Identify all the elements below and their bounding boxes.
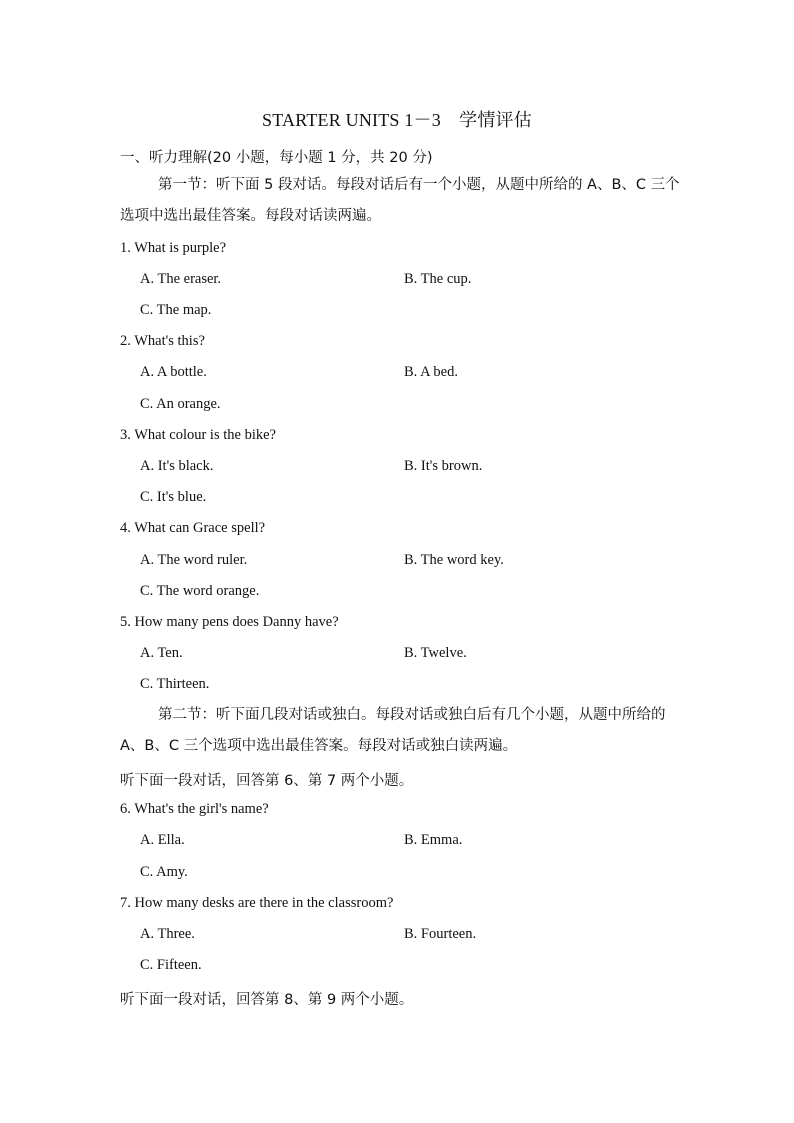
q5-option-c: C. Thirteen.: [140, 676, 210, 692]
section1-label: 第一节：: [158, 177, 216, 193]
q6-option-a: A. Ella.: [140, 832, 185, 848]
q5-option-b: B. Twelve.: [404, 645, 467, 661]
question-4: 4. What can Grace spell?: [120, 520, 266, 536]
page-title: STARTER UNITS 1－3 学情评估: [262, 110, 532, 130]
section1-instruction: [120, 170, 680, 232]
question-5: 5. How many pens does Danny have?: [120, 614, 339, 630]
q3-option-c: C. It's blue.: [140, 489, 207, 505]
q1-option-a: A. The eraser.: [140, 271, 222, 287]
question-2: 2. What's this?: [120, 333, 205, 349]
dialog1-intro: 听下面一段对话，回答第 6、第 7 两个小题。: [120, 773, 414, 789]
q4-option-a: A. The word ruler.: [140, 552, 248, 568]
question-1: 1. What is purple?: [120, 240, 227, 256]
section2-label: 第二节：: [158, 707, 216, 723]
q7-option-a: A. Three.: [140, 926, 195, 942]
q3-option-b: B. It's brown.: [404, 458, 483, 474]
q7-option-c: C. Fifteen.: [140, 957, 202, 973]
q5-option-a: A. Ten.: [140, 645, 183, 661]
q3-option-a: A. It's black.: [140, 458, 214, 474]
question-3: 3. What colour is the bike?: [120, 427, 276, 443]
dialog2-intro: 听下面一段对话，回答第 8、第 9 两个小题。: [120, 992, 414, 1008]
section1-text: 听下面 5 段对话。每段对话后有一个小题，从题中所给的 A、B、C 三个选项中选出最佳答案。每段对话读两遍。: [120, 177, 680, 224]
q2-option-c: C. An orange.: [140, 396, 221, 412]
section2-text: 听下面几段对话或独白。每段对话或独白后有几个小题，从题中所给的 A、B、C 三个选项中选出最佳答案。每段对话或独白读两遍。: [120, 707, 666, 754]
q4-option-c: C. The word orange.: [140, 583, 260, 599]
q6-option-c: C. Amy.: [140, 864, 188, 880]
section2-instruction: [120, 700, 680, 762]
question-7: 7. How many desks are there in the classroom?: [120, 895, 394, 911]
q7-option-b: B. Fourteen.: [404, 926, 477, 942]
q1-option-c: C. The map.: [140, 302, 212, 318]
q4-option-b: B. The word key.: [404, 552, 504, 568]
part1-heading: 一、听力理解(20 小题，每小题 1 分，共 20 分): [120, 150, 433, 166]
q6-option-b: B. Emma.: [404, 832, 463, 848]
q2-option-b: B. A bed.: [404, 364, 458, 380]
question-6: 6. What's the girl's name?: [120, 801, 269, 817]
q2-option-a: A. A bottle.: [140, 364, 207, 380]
q1-option-b: B. The cup.: [404, 271, 472, 287]
